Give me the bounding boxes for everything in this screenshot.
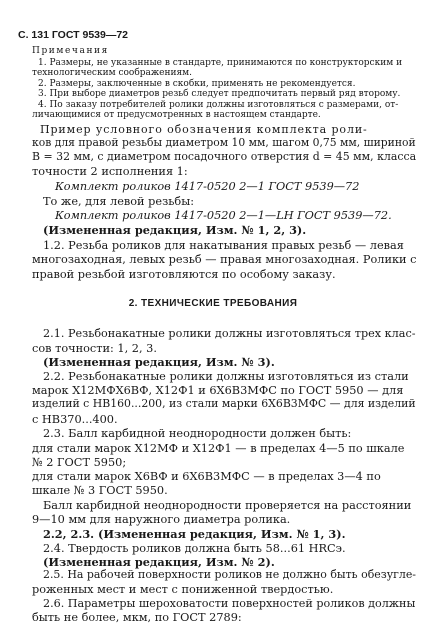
example-line: ков для правой резьбы диаметром 10 мм, шагом 0,75 мм, шириной bbox=[32, 136, 416, 150]
paragraph-line: изделий с НВ160...200, из стали марки 6Х6В3МФС — для изделий bbox=[32, 397, 416, 411]
revision-note: (Измененная редакция, Изм. № 2). bbox=[43, 554, 275, 569]
paragraph-line: 2.6. Параметры шероховатости поверхностей роликов должны bbox=[43, 597, 416, 611]
note-line: 1. Размеры, не указанные в стандарте, принимаются по конструкторским и bbox=[38, 57, 403, 68]
paragraph-line: многозаходная, левых резьб — правая многозаходная. Ролики с bbox=[32, 252, 417, 266]
revision-note: (Измененная редакция, Изм. № 3). bbox=[43, 354, 275, 369]
paragraph-line: роженных мест и мест с пониженной твердостью. bbox=[32, 583, 334, 597]
paragraph-line: сов точности: 1, 2, 3. bbox=[32, 341, 157, 355]
designation-left: Комплект роликов 1417-0520 2—1—LH ГОСТ 9539—72. bbox=[55, 209, 392, 223]
paragraph-line: 2.1. Резьбонакатные ролики должны изготовляться трех клас- bbox=[43, 326, 416, 340]
paragraph-line: с НВ370...400. bbox=[32, 413, 118, 426]
note-line: 4. По заказу потребителей ролики должны изготовляться с размерами, от- bbox=[38, 100, 399, 111]
revision-note: (Измененная редакция, Изм. № 1, 2, 3). bbox=[43, 223, 307, 238]
designation-right: Комплект роликов 1417-0520 2—1 ГОСТ 9539—72 bbox=[55, 179, 360, 193]
page-header: С. 131 ГОСТ 9539—72 bbox=[18, 29, 129, 41]
notes-title: Примечания bbox=[32, 45, 109, 56]
paragraph-line: шкале № 3 ГОСТ 5950. bbox=[32, 484, 168, 498]
paragraph-line: правой резьбой изготовляются по особому заказу. bbox=[32, 267, 336, 281]
section-title: 2. ТЕХНИЧЕСКИЕ ТРЕБОВАНИЯ bbox=[128, 298, 298, 310]
revision-note: 2.2, 2.3. (Измененная редакция, Изм. № 1, 3). bbox=[43, 526, 346, 541]
paragraph-line: 2.2. Резьбонакатные ролики должны изготовляться из стали bbox=[43, 369, 409, 383]
paragraph-line: 2.4. Твердость роликов должна быть 58...61 HRCэ. bbox=[43, 541, 346, 555]
note-line: 3. При выборе диаметров резьб следует предпочитать первый ряд второму. bbox=[38, 89, 401, 100]
paragraph-line: быть не более, мкм, по ГОСТ 2789: bbox=[32, 611, 242, 624]
same-left-label: То же, для левой резьбы: bbox=[43, 194, 195, 208]
paragraph-line: 2.5. На рабочей поверхности роликов не должно быть обезугле- bbox=[43, 568, 417, 582]
paragraph-line: Балл карбидной неоднородности проверяется на расстоянии bbox=[43, 499, 412, 512]
example-line: точности 2 исполнения 1: bbox=[32, 165, 188, 178]
example-line: B = 32 мм, с диаметром посадочного отверстия d = 45 мм, класса bbox=[32, 150, 417, 164]
note-line: личающимися от предусмотренных в настоящем стандарте. bbox=[32, 110, 321, 121]
paragraph-line: 9—10 мм для наружного диаметра ролика. bbox=[32, 512, 291, 526]
paragraph-line: 2.3. Балл карбидной неоднородности должен быть: bbox=[43, 426, 352, 440]
note-line: технологическим соображениям. bbox=[32, 67, 193, 78]
note-line: 2. Размеры, заключенные в скобки, применять не рекомендуется. bbox=[38, 79, 356, 89]
paragraph-line: 1.2. Резьба роликов для накатывания правых резьб — левая bbox=[43, 239, 404, 252]
paragraph-line: № 2 ГОСТ 5950; bbox=[32, 455, 127, 469]
paragraph-line: марок Х12МФХ6ВФ, Х12Ф1 и 6Х6В3МФС по ГОСТ 5950 — для bbox=[32, 384, 404, 398]
paragraph-line: для стали марок Х6ВФ и 6Х6В3МФС — в пределах 3—4 по bbox=[32, 470, 381, 484]
paragraph-line: для стали марок Х12МФ и Х12Ф1 — в пределах 4—5 по шкале bbox=[32, 441, 405, 455]
example-line: Пример условного обозначения комплекта роли- bbox=[40, 122, 368, 136]
